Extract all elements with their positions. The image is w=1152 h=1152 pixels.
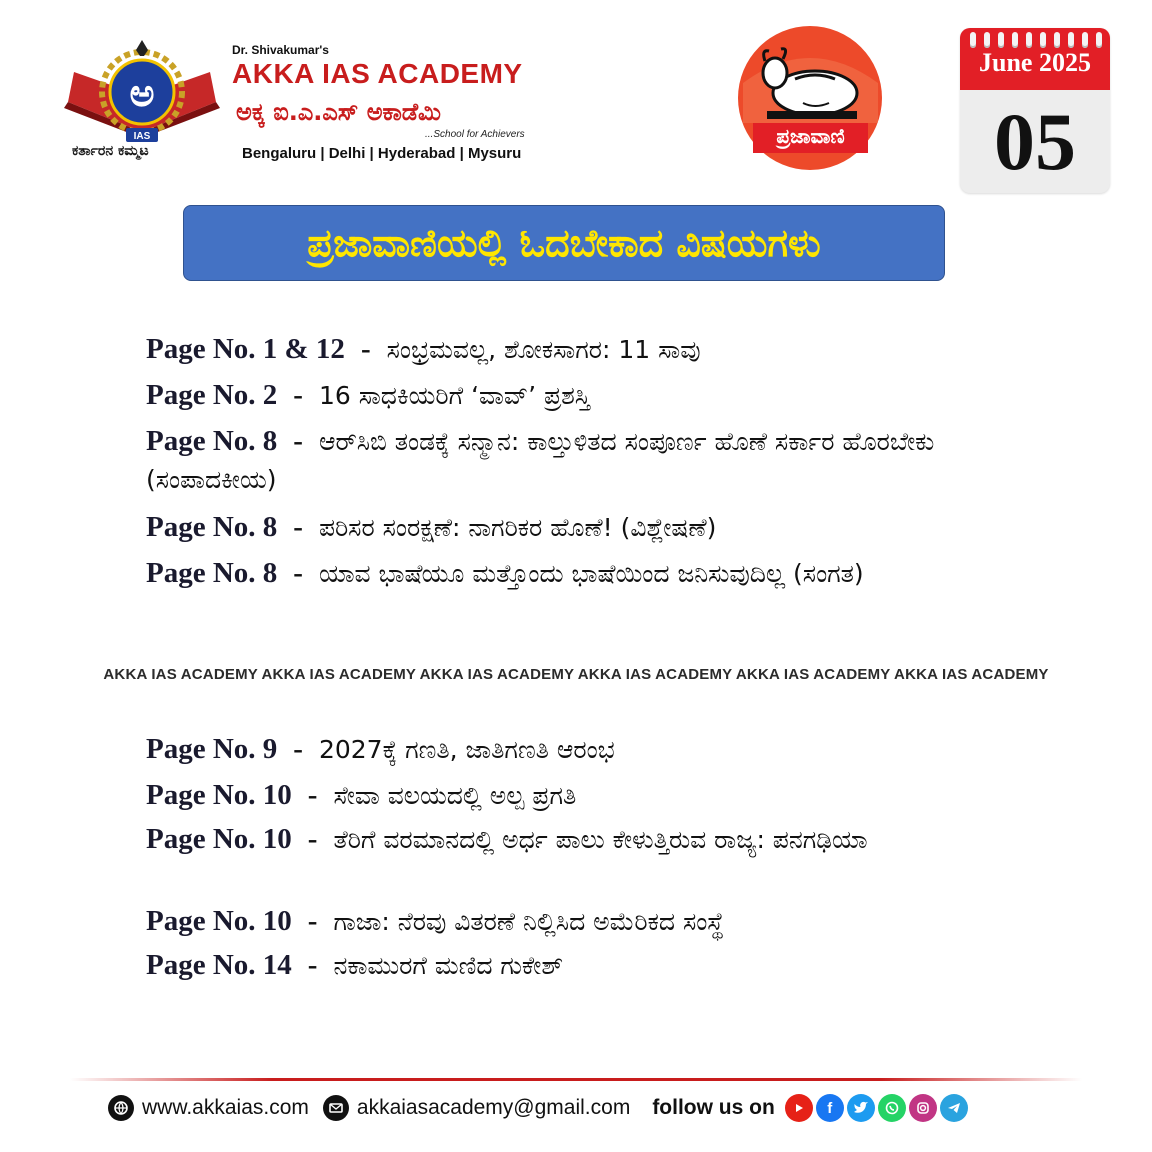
- calendar-ring-icon: [1054, 32, 1060, 48]
- article-entry: [146, 730, 1026, 769]
- title-banner: [183, 205, 945, 281]
- article-entry: [146, 554, 1006, 593]
- article-entry: [146, 422, 1006, 499]
- newspaper-name: ಪ್ರಜಾವಾಣಿ: [776, 124, 845, 148]
- footer-divider: [70, 1078, 1082, 1081]
- youtube-icon[interactable]: [785, 1094, 813, 1122]
- article-entry: [146, 508, 1026, 547]
- brand-prefix: Dr. Shivakumar's: [232, 43, 329, 57]
- email-icon: [323, 1095, 349, 1121]
- article-title: ನಕಾಮುರಗೆ ಮಣಿದ ಗುಕೇಶ್: [333, 951, 564, 980]
- follow-label: follow us on: [652, 1096, 775, 1119]
- ias-badge: IAS: [133, 131, 151, 142]
- brand-cities: Bengaluru | Delhi | Hyderabad | Mysuru: [242, 145, 522, 162]
- calendar-ring-icon: [1096, 32, 1102, 48]
- globe-icon: [108, 1095, 134, 1121]
- separator: -: [293, 379, 303, 411]
- separator: -: [293, 557, 303, 589]
- website-link[interactable]: www.akkaias.com: [142, 1096, 309, 1119]
- calendar-day: 05: [994, 96, 1076, 187]
- calendar-ring-icon: [1012, 32, 1018, 48]
- calendar-ring-icon: [998, 32, 1004, 48]
- prajavani-logo: [733, 23, 888, 173]
- page-number: Page No. 2: [146, 379, 278, 411]
- twitter-icon[interactable]: [847, 1094, 875, 1122]
- page-number: Page No. 1 & 12: [146, 333, 345, 365]
- date-calendar: [960, 28, 1110, 193]
- article-title: ತೆರಿಗೆ ವರಮಾನದಲ್ಲಿ ಅರ್ಧ ಪಾಲು ಕೇಳುತ್ತಿರುವ ರಾಜ್ಯ: ಪನಗಢಿಯಾ: [333, 825, 868, 854]
- article-title: ಸಂಭ್ರಮವಲ್ಲ, ಶೋಕಸಾಗರ: 11 ಸಾವು: [386, 335, 701, 364]
- article-entry: [146, 776, 1026, 815]
- page-number: Page No. 9: [146, 733, 278, 765]
- page-number: Page No. 8: [146, 511, 278, 543]
- logo-caption: ಕರ್ತಾರನ ಕಮ್ಮಟ: [72, 143, 149, 159]
- separator: -: [307, 949, 318, 981]
- article-entry: [146, 946, 1026, 985]
- svg-text:ಅ: ಅ: [129, 71, 155, 115]
- facebook-icon[interactable]: f: [816, 1094, 844, 1122]
- brand-kannada: ಅಕ್ಕ ಐ.ಎ.ಎಸ್ ಅಕಾಡೆಮಿ: [236, 98, 441, 126]
- calendar-ring-icon: [1082, 32, 1088, 48]
- article-entry: [146, 330, 1026, 369]
- article-title: 2027ಕ್ಕೆ ಗಣತಿ, ಜಾತಿಗಣತಿ ಆರಂಭ: [318, 735, 615, 764]
- banner-title: ಪ್ರಜಾವಾಣಿಯಲ್ಲಿ ಓದಬೇಕಾದ ವಿಷಯಗಳು: [307, 220, 821, 265]
- instagram-icon[interactable]: [909, 1094, 937, 1122]
- telegram-icon[interactable]: [940, 1094, 968, 1122]
- calendar-ring-icon: [1040, 32, 1046, 48]
- page-number: Page No. 14: [146, 949, 292, 981]
- page-number: Page No. 10: [146, 823, 292, 855]
- article-entry: [146, 902, 1026, 941]
- page-number: Page No. 8: [146, 557, 278, 589]
- separator: -: [307, 823, 318, 855]
- separator: -: [293, 425, 303, 457]
- article-title: ಯಾವ ಭಾಷೆಯೂ ಮತ್ತೊಂದು ಭಾಷೆಯಿಂದ ಜನಿಸುವುದಿಲ್ಲ (ಸಂಗತ): [318, 559, 864, 588]
- article-title: ಸೇವಾ ವಲಯದಲ್ಲಿ ಅಲ್ಪ ಪ್ರಗತಿ: [333, 781, 577, 810]
- calendar-ring-icon: [984, 32, 990, 48]
- brand-tagline: ...School for Achievers: [425, 129, 525, 140]
- article-title: ಪರಿಸರ ಸಂರಕ್ಷಣೆ: ನಾಗರಿಕರ ಹೊಣೆ! (ವಿಶ್ಲೇಷಣೆ): [318, 513, 717, 542]
- calendar-ring-icon: [970, 32, 976, 48]
- calendar-month: June 2025: [979, 48, 1091, 77]
- page-number: Page No. 10: [146, 905, 292, 937]
- article-title: ಗಾಜಾ: ನೆರವು ವಿತರಣೆ ನಿಲ್ಲಿಸಿದ ಅಮೆರಿಕದ ಸಂಸ್ಥೆ: [333, 907, 725, 936]
- watermark-text: AKKA IAS ACADEMY AKKA IAS ACADEMY AKKA IAS ACADEMY AKKA IAS ACADEMY AKKA IAS ACADEMY AKKA IAS ACADEMY: [103, 666, 1049, 683]
- footer: [108, 1092, 971, 1124]
- email-link[interactable]: akkaiasacademy@gmail.com: [356, 1096, 631, 1119]
- page-number: Page No. 8: [146, 425, 278, 457]
- article-title: 16 ಸಾಧಕಿಯರಿಗೆ ‘ವಾವ್’ ಪ್ರಶಸ್ತಿ: [318, 381, 591, 410]
- article-title: ಆರ್‌ಸಿಬಿ ತಂಡಕ್ಕೆ ಸನ್ಮಾನ: ಕಾಲ್ತುಳಿತದ ಸಂಪೂರ್ಣ ಹೊಣೆ ಸರ್ಕಾರ ಹೊರಬೇಕು (ಸಂಪಾದಕೀಯ): [146, 427, 935, 494]
- article-entry: [146, 820, 1006, 859]
- page-number: Page No. 10: [146, 779, 292, 811]
- brand-title: AKKA IAS ACADEMY: [232, 58, 523, 89]
- calendar-ring-icon: [1068, 32, 1074, 48]
- separator: -: [360, 333, 371, 365]
- separator: -: [307, 905, 318, 937]
- article-entry: [146, 376, 1026, 415]
- separator: -: [293, 733, 303, 765]
- whatsapp-icon[interactable]: [878, 1094, 906, 1122]
- separator: -: [293, 511, 303, 543]
- separator: -: [307, 779, 318, 811]
- calendar-ring-icon: [1026, 32, 1032, 48]
